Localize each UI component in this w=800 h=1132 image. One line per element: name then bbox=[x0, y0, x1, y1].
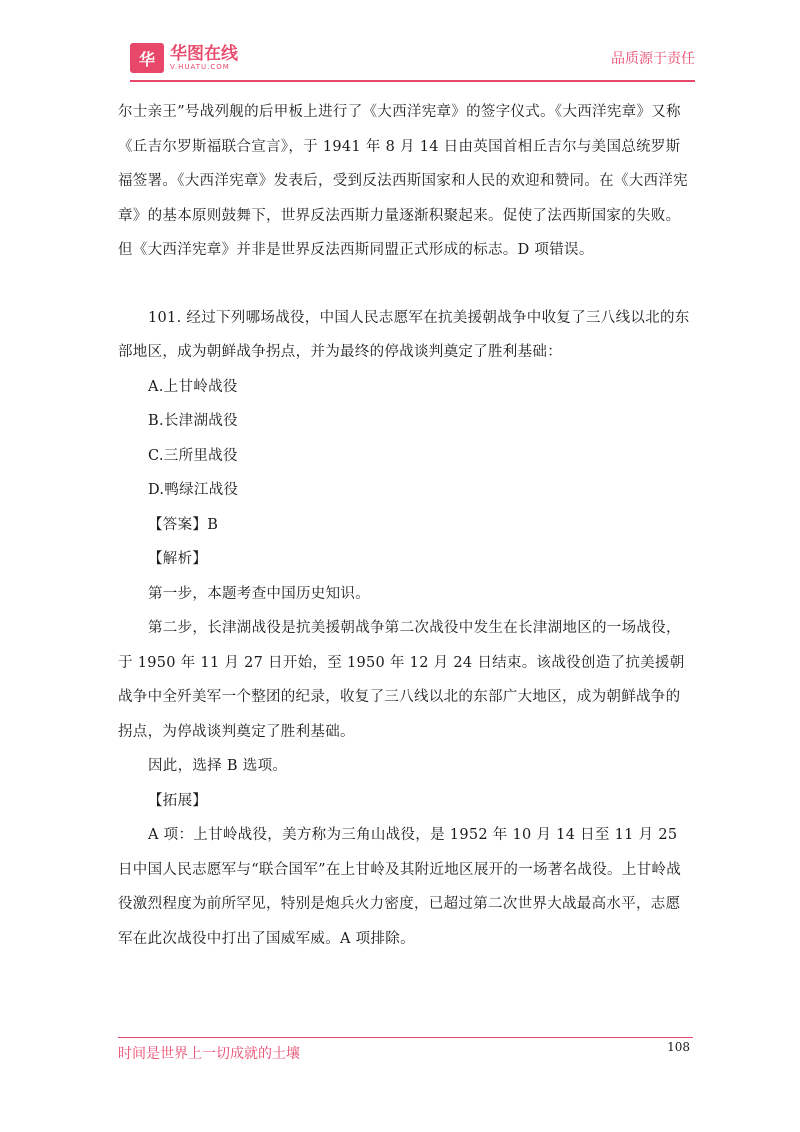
analysis-label: 【解析】 bbox=[148, 551, 208, 567]
option-a: A.上甘岭战役 bbox=[148, 378, 238, 395]
logo-text bbox=[170, 45, 238, 72]
logo-name: 华图在线 bbox=[170, 43, 238, 64]
answer-line: 【答案】B bbox=[148, 516, 219, 533]
analysis-step-2: 第二步，长津湖战役是抗美援朝战争第二次战役中发生在长津湖地区的一场战役，于 1950 年 11 月 27 日开始，至 1950 年 12 月 24 日结束。该战役创造了抗美援朝战争中全歼美军一个整团的纪录，收复了三八线以北的东部广大地区，成为朝鲜战争的拐点，为停战谈判奠定了胜利基础。 bbox=[118, 620, 685, 740]
extension-label: 【拓展】 bbox=[148, 792, 208, 809]
page-number: 108 bbox=[667, 1040, 690, 1054]
logo-mark-icon: 华 bbox=[130, 43, 164, 73]
conclusion-line: 因此，选择 B 选项。 bbox=[148, 758, 288, 774]
page-header bbox=[130, 40, 695, 76]
document-body bbox=[118, 95, 692, 956]
option-d: D.鸭绿江战役 bbox=[148, 482, 239, 498]
huatu-logo bbox=[130, 40, 238, 76]
question-text: 101. 经过下列哪场战役，中国人民志愿军在抗美援朝战争中收复了三八线以北的东部地区，成为朝鲜战争拐点，并为最终的停战谈判奠定了胜利基础： bbox=[118, 309, 690, 360]
analysis-step-1: 第一步，本题考查中国历史知识。 bbox=[148, 585, 370, 602]
header-slogan: 品质源于责任 bbox=[611, 51, 695, 67]
extension-a-paragraph: A 项：上甘岭战役，美方称为三角山战役，是 1952 年 10 月 14 日至 11 月 25 日中国人民志愿军与“联合国军”在上甘岭及其附近地区展开的一场著名战役。上甘岭战役激烈程度为前所罕见，特别是炮兵火力密度，已超过第二次世界大战最高水平，志愿军在此次战役中打出了国威军威。A 项排除。 bbox=[118, 827, 682, 947]
footer-divider bbox=[118, 1037, 693, 1038]
option-c: C.三所里战役 bbox=[148, 447, 238, 464]
option-b: B.长津湖战役 bbox=[148, 413, 238, 429]
footer-slogan: 时间是世界上一切成就的土壤 bbox=[118, 1046, 300, 1062]
continued-paragraph: 尔士亲王”号战列舰的后甲板上进行了《大西洋宪章》的签字仪式。《大西洋宪章》又称《丘吉尔罗斯福联合宣言》，于 1941 年 8 月 14 日由英国首相丘吉尔与美国总统罗斯福签署。《大西洋宪章》发表后，受到反法西斯国家和人民的欢迎和赞同。在《大西洋宪章》的基本原则鼓舞下，世界反法西斯力量逐渐积聚起来。促使了法西斯国家的失败。但《大西洋宪章》并非是世界反法西斯同盟正式形成的标志。D 项错误。 bbox=[118, 104, 688, 258]
section-gap bbox=[118, 268, 692, 301]
header-divider bbox=[130, 80, 695, 82]
logo-url: V.HUATU.COM bbox=[170, 62, 230, 71]
